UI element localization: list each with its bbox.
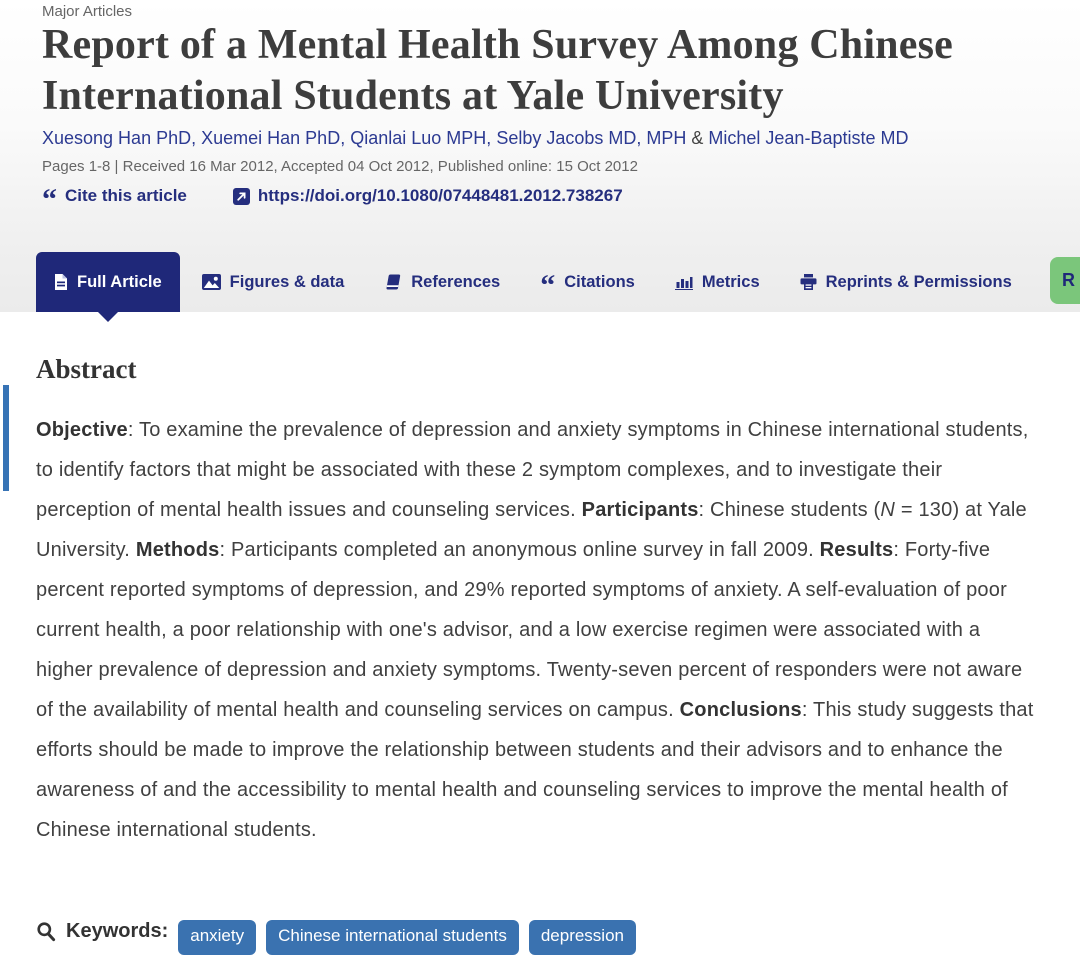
book-icon xyxy=(384,274,402,290)
tab-label: Reprints & Permissions xyxy=(825,272,1012,291)
abstract-heading: Abstract xyxy=(36,354,137,384)
tab-full-article[interactable] xyxy=(36,252,180,312)
doi-link[interactable] xyxy=(233,186,623,206)
cite-this-article-link[interactable] xyxy=(42,186,187,206)
keyword-pill[interactable]: anxiety xyxy=(178,920,256,955)
tab-label: Full Article xyxy=(77,272,162,291)
author-link[interactable]: Xuesong Han PhD xyxy=(42,128,192,148)
search-icon xyxy=(36,921,56,942)
author-link[interactable]: Xuemei Han PhD xyxy=(201,128,341,148)
tab-label: References xyxy=(411,272,501,291)
author-link[interactable]: Selby Jacobs MD, MPH xyxy=(496,128,687,148)
tab-label: Metrics xyxy=(701,272,760,291)
bar-chart-icon xyxy=(675,274,693,290)
quote-icon: “ xyxy=(540,273,556,291)
keywords-row xyxy=(36,916,636,955)
article-header xyxy=(0,0,1080,312)
author-link[interactable]: Michel Jean-Baptiste MD xyxy=(708,128,909,148)
tab-label: Citations xyxy=(564,272,635,291)
abstract-paragraph: Objective: To examine the prevalence of depression and anxiety symptoms in Chinese international students, to identify factors that might be associated with these 2 symptom complexes, and to investigate their perception of mental health issues and counseling services. Participants: Chinese students (N = 130) at Yale University. Methods: Participants completed an anonymous online survey in fall 2009. Results: Forty-five percent reported symptoms of depression, and 29% reported symptoms of anxiety. A self-evaluation of poor current health, a poor relationship with one's advisor, and a low exercise regimen were associated with a higher prevalence of depression and anxiety symptoms. Twenty-seven percent of responders were not aware of the availability of mental health and counseling services on campus. Conclusions: This study suggests that efforts should be made to improve the relationship between students and their advisors and to enhance the awareness of and the accessibility to mental health and counseling services to improve the mental health of Chinese international students. xyxy=(36,419,1034,841)
article-tab-bar xyxy=(36,252,1052,312)
external-link-icon xyxy=(233,188,250,205)
tab-references[interactable] xyxy=(384,273,500,292)
tab-label: Figures & data xyxy=(229,272,345,291)
keyword-pill[interactable]: Chinese international students xyxy=(266,920,519,955)
tab-reprints-permissions[interactable] xyxy=(800,273,1012,292)
tab-citations[interactable] xyxy=(540,273,635,292)
author-ampersand: & xyxy=(686,128,709,148)
image-icon xyxy=(202,274,221,290)
cite-row xyxy=(42,186,623,206)
section-label: Major Articles xyxy=(42,3,133,20)
green-action-button[interactable]: R xyxy=(1050,257,1080,304)
author-list xyxy=(42,128,908,149)
scroll-accent-bar xyxy=(3,385,9,491)
quote-icon: “ xyxy=(42,187,57,205)
tab-figures-data[interactable] xyxy=(202,273,345,292)
publication-meta: Pages 1-8 | Received 16 Mar 2012, Accepted 04 Oct 2012, Published online: 15 Oct 2012 xyxy=(42,158,638,175)
author-separator: , xyxy=(191,128,202,148)
author-separator: , xyxy=(340,128,351,148)
author-link[interactable]: Qianlai Luo MPH xyxy=(350,128,487,148)
doi-text: https://doi.org/10.1080/07448481.2012.738267 xyxy=(257,186,623,205)
printer-icon xyxy=(800,274,817,290)
cite-label: Cite this article xyxy=(65,186,187,205)
keyword-pill[interactable]: depression xyxy=(529,920,636,955)
document-icon xyxy=(54,274,68,290)
author-separator: , xyxy=(486,128,497,148)
keywords-label: Keywords: xyxy=(66,920,169,942)
tab-metrics[interactable] xyxy=(675,273,760,292)
article-title: Report of a Mental Health Survey Among Chinese International Students at Yale University xyxy=(42,22,953,119)
